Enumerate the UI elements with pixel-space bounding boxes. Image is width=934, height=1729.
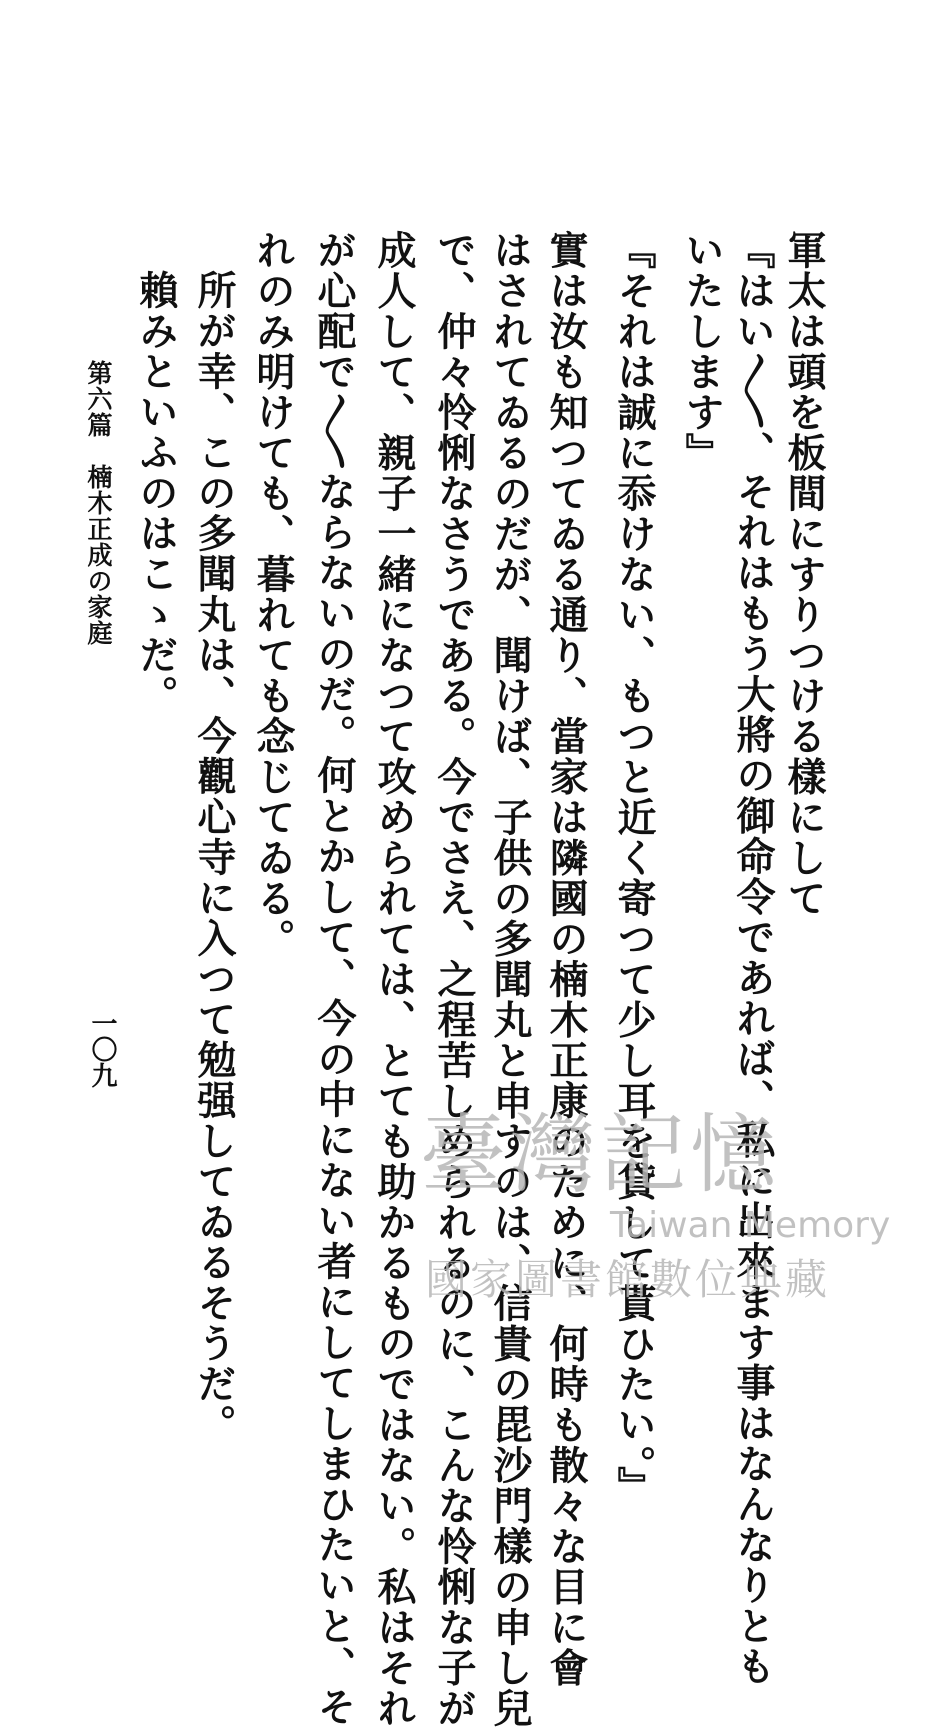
text-column-11: 所が幸、この多聞丸は、今觀心寺に入つて勉强してゐるそうだ。	[191, 270, 237, 1445]
text-column-1: 軍太は頭を板間にすりつける樣にして	[781, 230, 827, 919]
text-column-4: 『それは誠に忝けない、もつと近く寄つて少し耳を貸して貰ひたい。』	[611, 230, 657, 1507]
watermark-logo	[420, 1085, 891, 1305]
text-column-7: で、仲々怜悧なさうである。今でさえ、之程苦しめられるのに、こんな怜悧な子が	[431, 230, 477, 1729]
text-column-8: 成人して、親子一緒になつて攻められては、とても助かるものではない。私はそれ	[371, 230, 417, 1729]
watermark-subtitle: 國家圖書館數位典藏	[425, 1255, 831, 1304]
running-header: 第六篇 楠木正成の家庭	[84, 360, 113, 646]
text-column-5: 實は汝も知つてゐる通り、當家は隣國の楠木正康のために、何時も散々な目に會	[543, 230, 589, 1688]
text-column-6: はされてゐるのだが、聞けば、子供の多聞丸と申すのは、信貴の毘沙門樣の申し兒	[487, 230, 533, 1729]
watermark-cjk: 臺灣記憶	[420, 1105, 780, 1205]
text-column-3: いたします』	[679, 230, 725, 473]
text-column-2: 『はい〳〵、それはもう大將の御命令であれば、私に出來ます事はなんなりとも	[730, 230, 776, 1687]
text-column-10: れのみ明けても、暮れても念じてゐる。	[250, 230, 296, 959]
page-number: 一〇九	[87, 1010, 117, 1088]
text-column-12: 賴みといふのはこゝだ。	[133, 270, 179, 716]
watermark-english: Taiwan Memory	[610, 1205, 891, 1246]
text-column-9: が心配で〳〵ならないのだ。何とかして、今の中にない者にしてしまひたいと、そ	[311, 230, 357, 1727]
